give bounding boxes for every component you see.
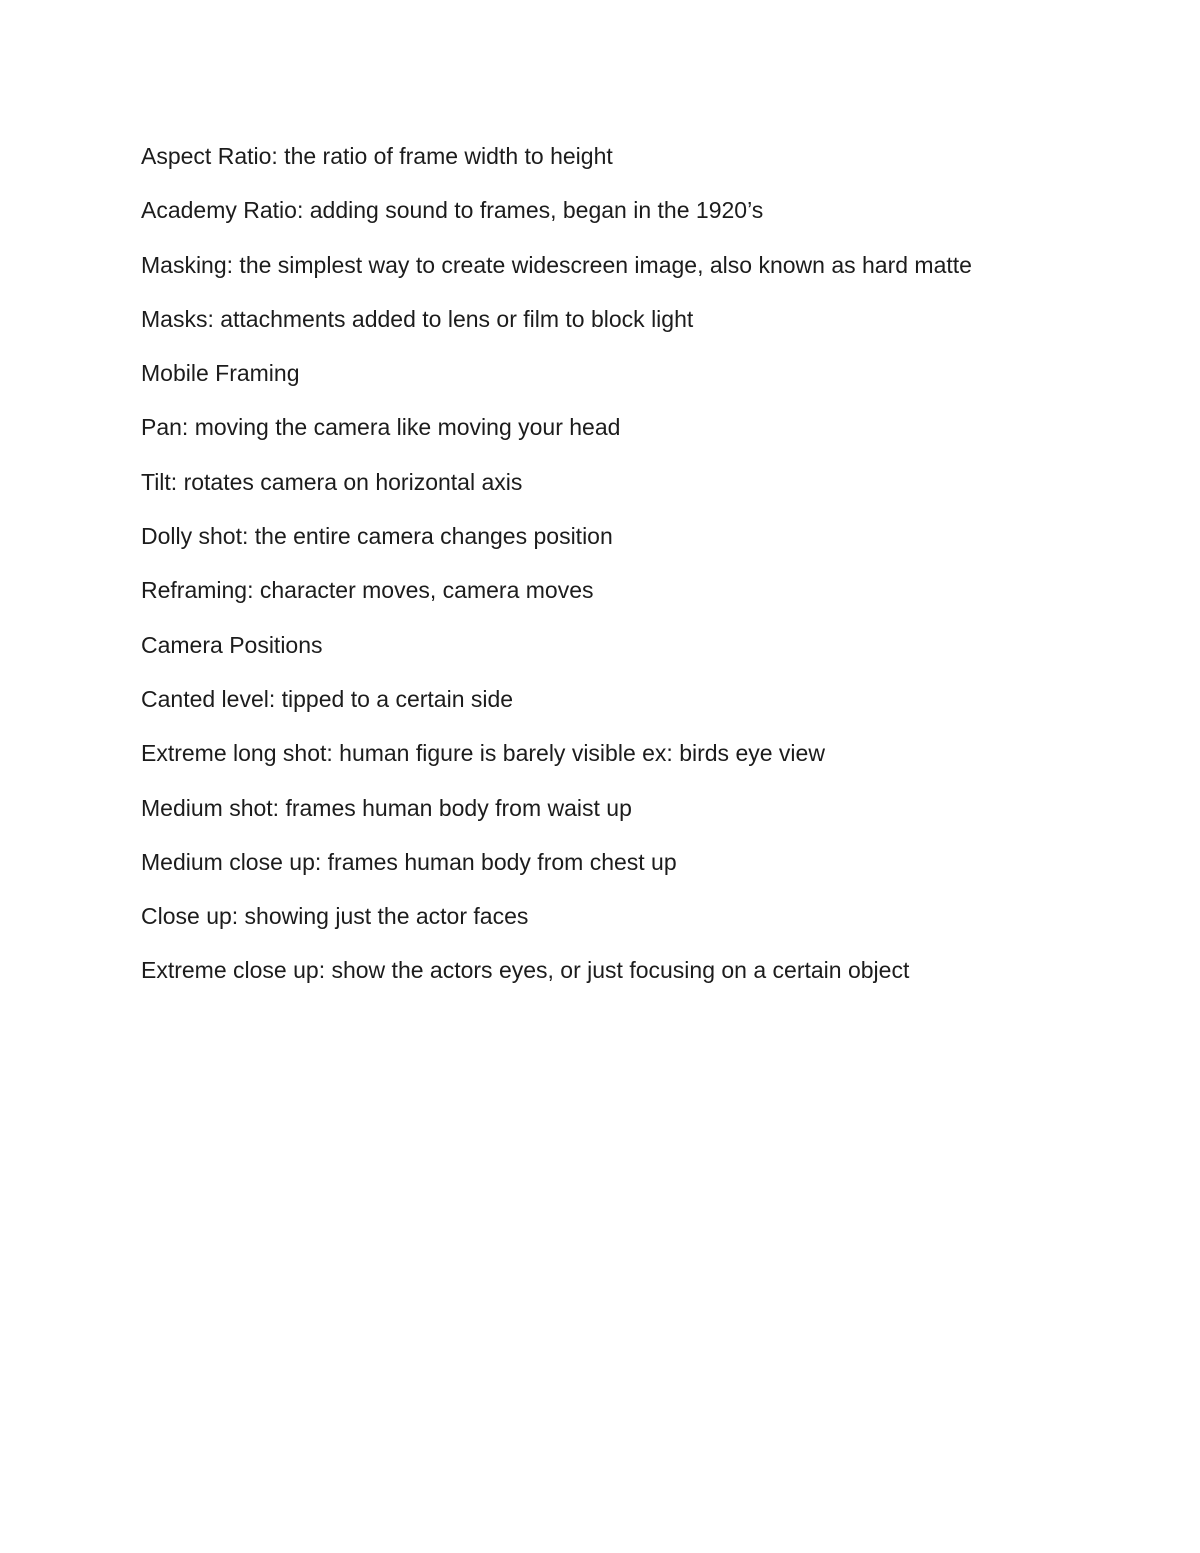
section-heading: Camera Positions	[141, 631, 323, 658]
note-line: Medium shot: frames human body from waist up	[141, 794, 632, 821]
note-line: Academy Ratio: adding sound to frames, began in the 1920’s	[141, 197, 764, 224]
note-line: Reframing: character moves, camera moves	[141, 577, 594, 604]
section-heading: Mobile Framing	[141, 360, 300, 387]
note-line: Masks: attachments added to lens or film to block light	[141, 305, 694, 332]
note-line: Dolly shot: the entire camera changes position	[141, 523, 613, 550]
note-line: Tilt: rotates camera on horizontal axis	[141, 468, 523, 495]
note-line: Aspect Ratio: the ratio of frame width to height	[141, 143, 613, 169]
note-line: Canted level: tipped to a certain side	[141, 685, 514, 712]
note-line: Medium close up: frames human body from chest up	[141, 848, 677, 875]
note-line: Pan: moving the camera like moving your head	[141, 414, 621, 441]
notes-list	[141, 140, 1141, 1009]
note-line: Close up: showing just the actor faces	[141, 903, 529, 930]
note-line: Extreme close up: show the actors eyes, or just focusing on a certain object	[141, 957, 910, 984]
note-line: Extreme long shot: human figure is barely visible ex: birds eye view	[141, 740, 825, 767]
note-line: Masking: the simplest way to create widescreen image, also known as hard matte	[141, 251, 972, 278]
